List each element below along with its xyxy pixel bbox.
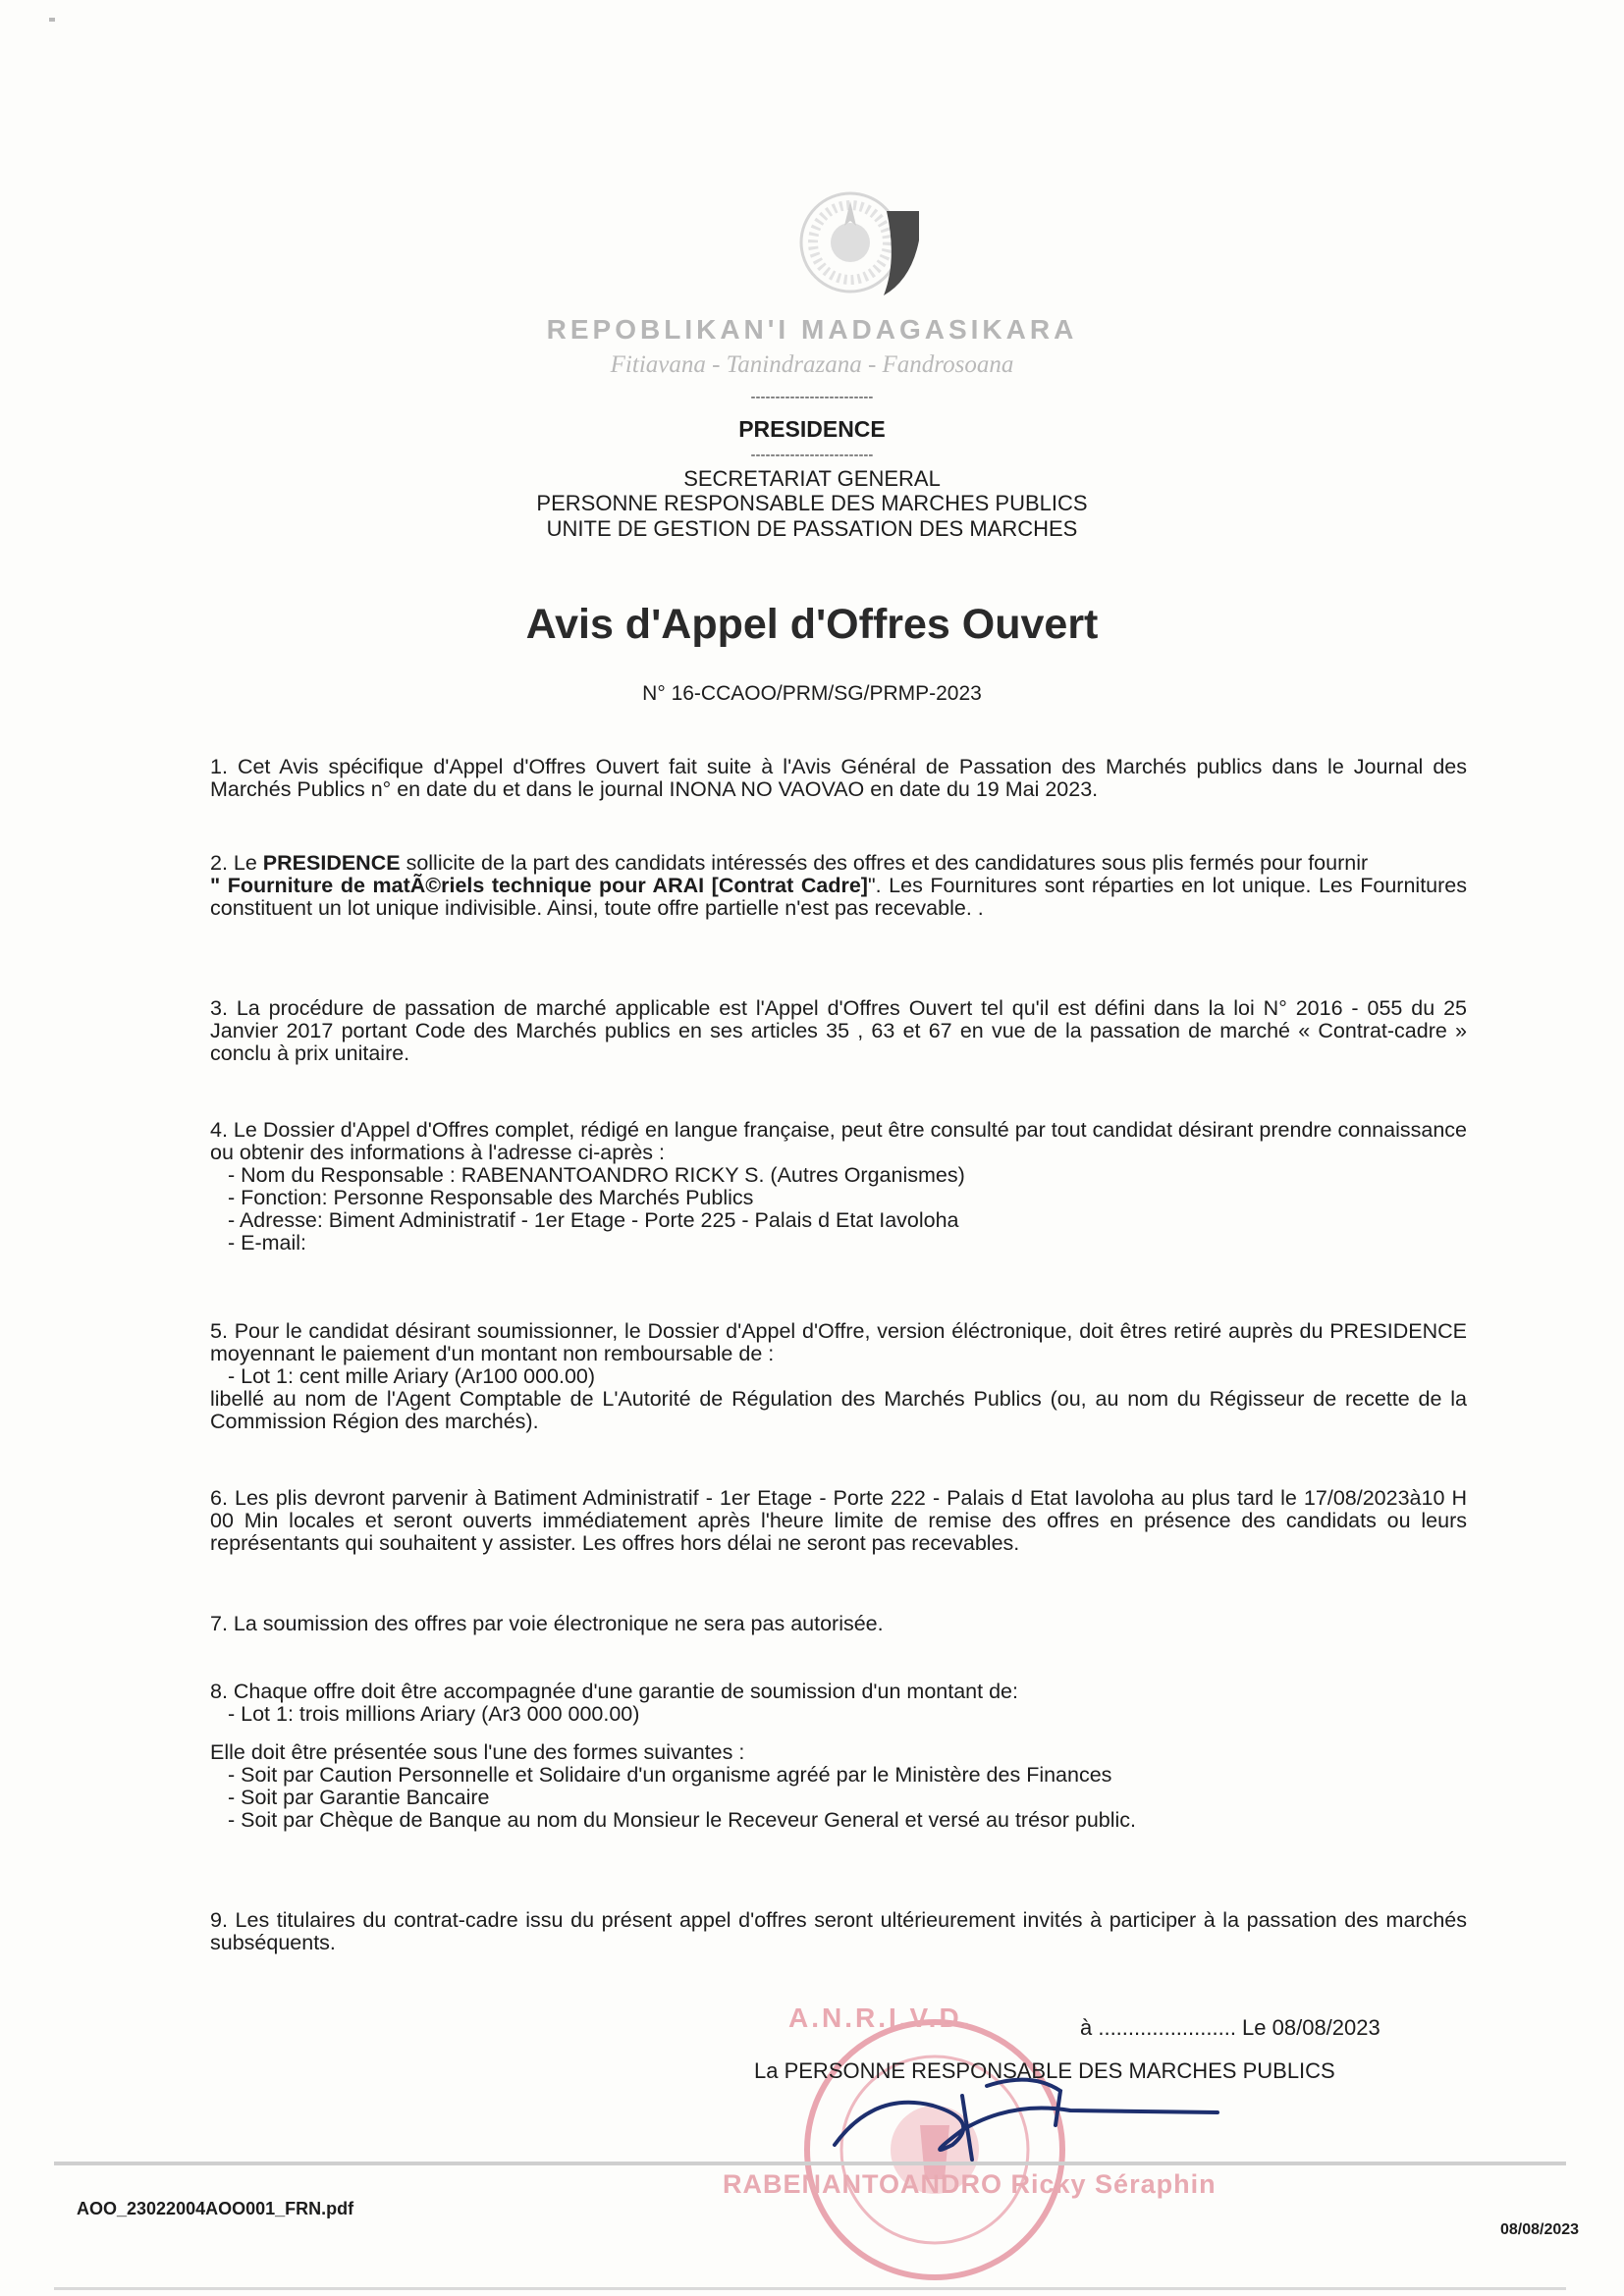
guarantee-form-2: - Soit par Garantie Bancaire: [228, 1786, 490, 1809]
republic-name: REPOBLIKAN'I MADAGASIKARA: [546, 314, 1078, 345]
paragraph-5-intro: 5. Pour le candidat désirant soumissionner, le Dossier d'Appel d'Offre, version éléctronique, doit êtres retiré auprès du PRESIDENCE moyennant le paiement d'un montant non remboursable de :: [210, 1319, 1467, 1365]
stamp-label: A.N.R.I.V.D.: [788, 2002, 973, 2033]
madagascar-emblem-icon: [793, 182, 931, 319]
document-title: Avis d'Appel d'Offres Ouvert: [525, 601, 1099, 648]
paragraph-8-intro: 8. Chaque offre doit être accompagnée d'une garantie de soumission d'un montant de:: [210, 1680, 1018, 1703]
paragraph-5: [210, 1320, 1467, 1433]
paragraph-2-object: " Fourniture de matÃ©riels technique pour ARAI [Contrat Cadre]: [210, 874, 868, 897]
republic-motto: Fitiavana - Tanindrazana - Fandrosoana: [610, 351, 1014, 378]
paragraph-3: 3. La procédure de passation de marché applicable est l'Appel d'Offres Ouvert tel qu'il est défini dans la loi N° 2016 - 055 du 25 Janvier 2017 portant Code des Marchés publics en ses articles 35 , 63 et 67 en vue de la passation de marché « Contrat-cadre » conclu à prix unitaire.: [210, 996, 1467, 1065]
signature-place-date: à ....................... Le 08/08/2023: [1080, 2015, 1380, 2040]
paragraph-4: [210, 1119, 1467, 1255]
paragraph-2: [210, 852, 1467, 920]
org-line-3: UNITE DE GESTION DE PASSATION DES MARCHES: [546, 516, 1078, 541]
paragraph-8: [210, 1681, 1467, 1832]
paragraph-1: 1. Cet Avis spécifique d'Appel d'Offres Ouvert fait suite à l'Avis Général de Passation des Marchés publics dans le Journal des Marchés Publics n° en date du et dans le journal INONA NO VAOVAO en date du 19 Mai 2023.: [210, 755, 1467, 801]
paragraph-7: 7. La soumission des offres par voie électronique ne sera pas autorisée.: [210, 1612, 884, 1635]
scan-speck: [49, 18, 55, 22]
guarantee-forms-intro: Elle doit être présentée sous l'une des formes suivantes :: [210, 1740, 745, 1764]
signatory-title: La PERSONNE RESPONSABLE DES MARCHES PUBLICS: [754, 2058, 1335, 2083]
dossier-fee: - Lot 1: cent mille Ariary (Ar100 000.00): [228, 1364, 596, 1388]
guarantee-form-3: - Soit par Chèque de Banque au nom du Monsieur le Receveur General et versé au trésor public.: [228, 1808, 1137, 1832]
footer-rule: [54, 2162, 1566, 2165]
divider-bottom: -------------------------: [750, 447, 874, 463]
paragraph-2-lots: ". Les Fournitures sont réparties en lot unique. Les Fournitures constituent un lot unique indivisible. Ainsi, toute offre partielle n'est pas recevable. .: [210, 874, 1467, 920]
guarantee-amount: - Lot 1: trois millions Ariary (Ar3 000 000.00): [228, 1702, 640, 1726]
guarantee-form-1: - Soit par Caution Personnelle et Solidaire d'un organisme agréé par le Ministère des Finances: [228, 1763, 1112, 1787]
paragraph-6: 6. Les plis devront parvenir à Batiment Administratif - 1er Etage - Porte 222 - Palais d Etat Iavoloha au plus tard le 17/08/2023à10 H 00 Min locales et seront ouverts immédiatement après l'heure limite de remise des offres en présence des candidats ou leurs représentants qui souhaitent y assister. Les offres hors délai ne seront pas recevables.: [210, 1486, 1467, 1555]
signatory-name: RABENANTOANDRO Ricky Séraphin: [723, 2169, 1217, 2199]
divider-top: -------------------------: [750, 389, 874, 405]
contact-name: - Nom du Responsable : RABENANTOANDRO RICKY S. (Autres Organismes): [228, 1163, 965, 1187]
paragraph-4-intro: 4. Le Dossier d'Appel d'Offres complet, rédigé en langue française, peut être consulté par tout candidat désirant prendre connaissance ou obtenir des informations à l'adresse ci-après :: [210, 1118, 1467, 1164]
paragraph-9: 9. Les titulaires du contrat-cadre issu du présent appel d'offres seront ultérieurement invités à participer à la passation des marchés subséquents.: [210, 1908, 1467, 1954]
footer-filename: AOO_23022004AOO001_FRN.pdf: [77, 2199, 354, 2218]
footer-date: 08/08/2023: [1500, 2221, 1580, 2238]
office-name: PRESIDENCE: [738, 416, 886, 442]
footer-bottom-rule: [54, 2287, 1566, 2290]
paragraph-2-request: sollicite de la part des candidats intéressés des offres et des candidatures sous plis fermés pour fournir: [400, 851, 1369, 875]
paragraph-2-office: PRESIDENCE: [262, 851, 401, 875]
org-line-2: PERSONNE RESPONSABLE DES MARCHES PUBLICS: [536, 491, 1088, 515]
paragraph-5-payee: libellé au nom de l'Agent Comptable de L'Autorité de Régulation des Marchés Publics (ou, au nom du Régisseur de recette de la Commission Région des marchés).: [210, 1387, 1467, 1433]
handwritten-signature-icon: [815, 2052, 1227, 2169]
contact-function: - Fonction: Personne Responsable des Marchés Publics: [228, 1186, 754, 1209]
paragraph-2-start: 2. Le: [210, 851, 263, 875]
org-line-1: SECRETARIAT GENERAL: [683, 466, 941, 491]
contact-address: - Adresse: Biment Administratif - 1er Etage - Porte 225 - Palais d Etat Iavoloha: [228, 1208, 959, 1232]
document-reference: N° 16-CCAOO/PRM/SG/PRMP-2023: [642, 682, 982, 705]
contact-email: - E-mail:: [228, 1231, 307, 1255]
